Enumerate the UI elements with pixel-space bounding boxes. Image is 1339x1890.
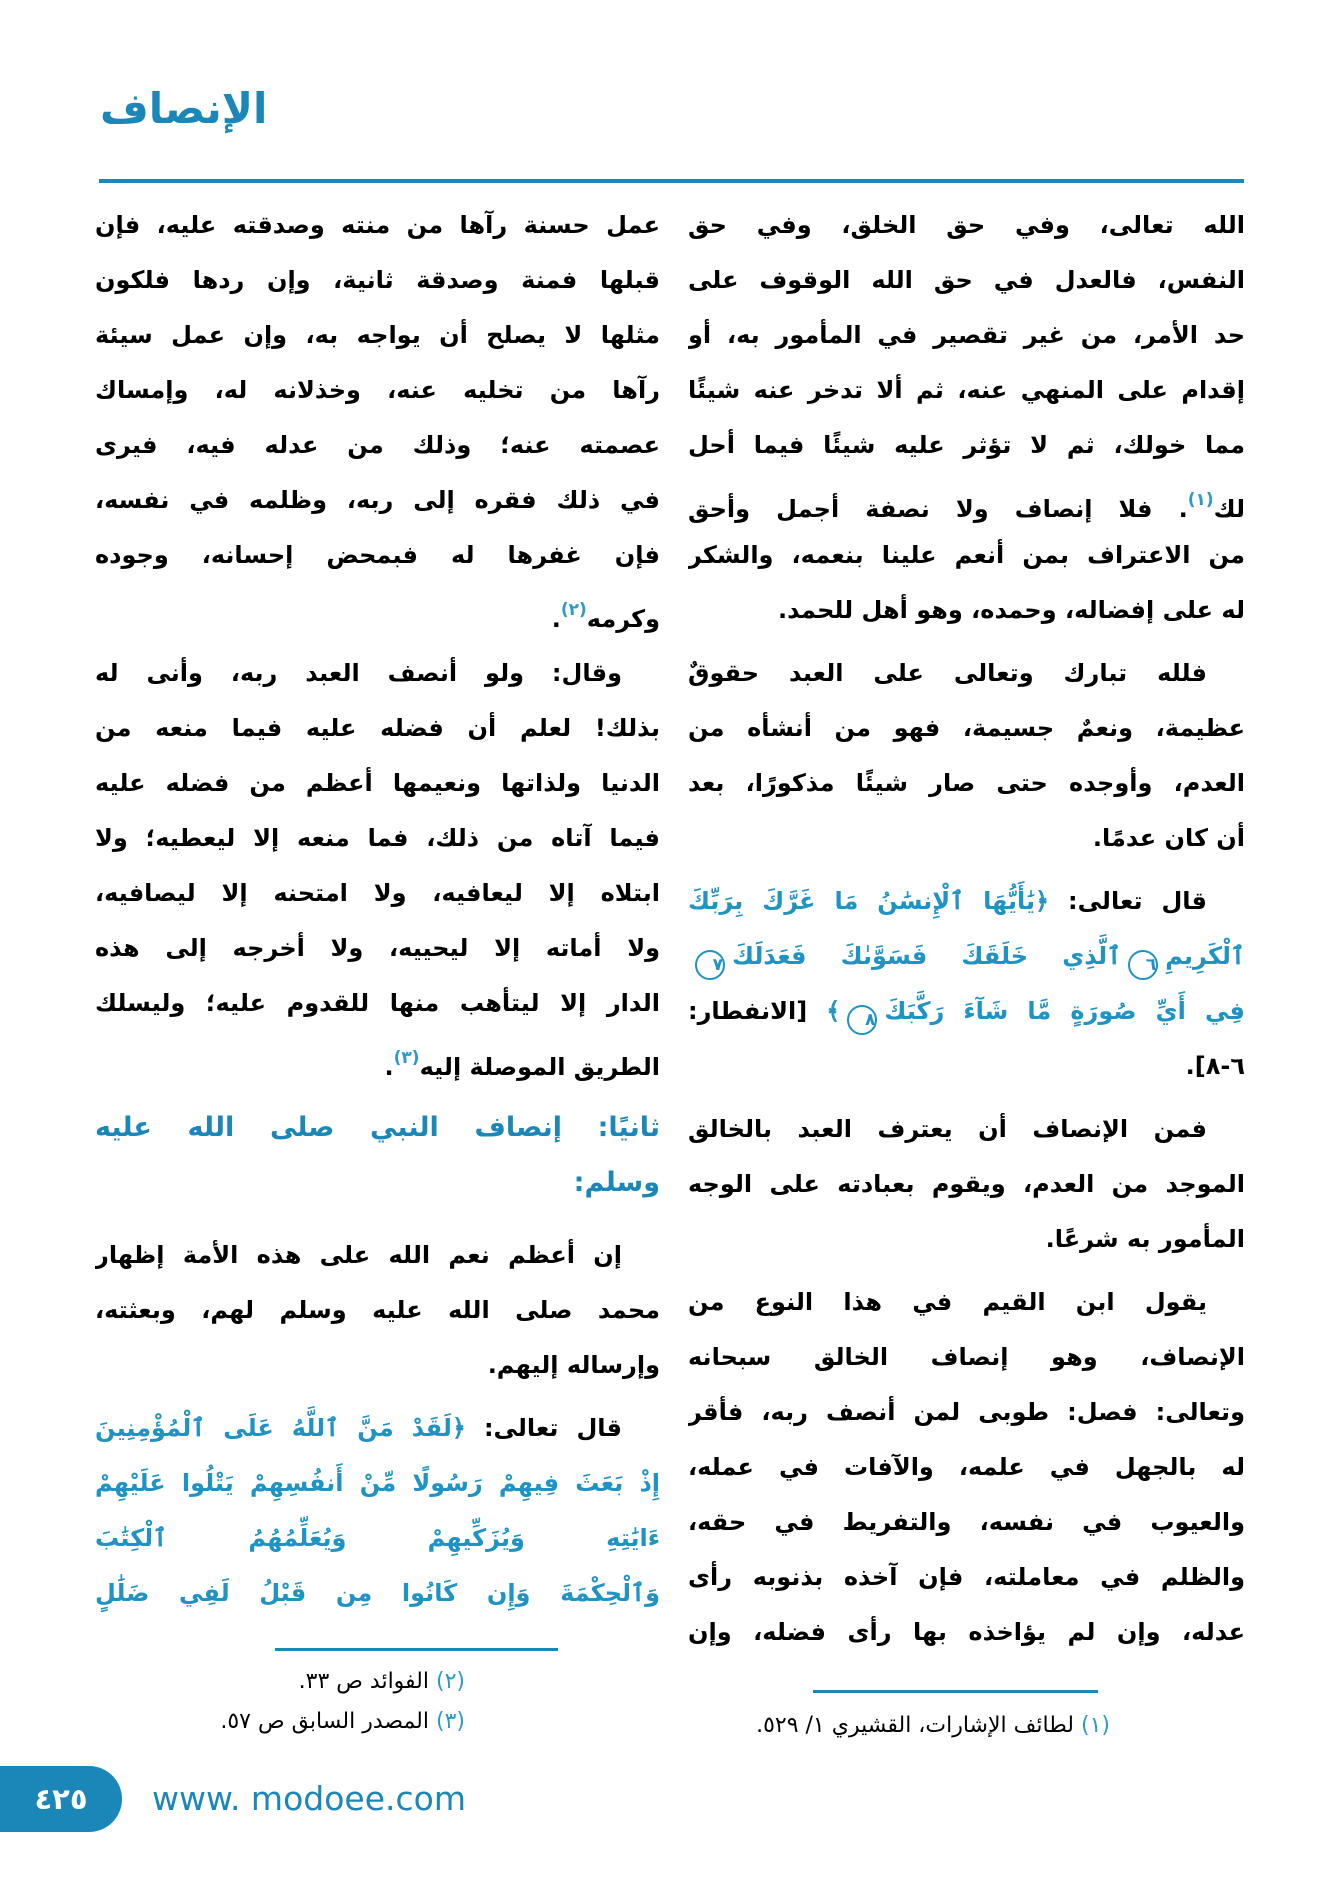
footnotes-left: [220, 1662, 465, 1742]
text-line: [95, 866, 660, 921]
text-line: [688, 1212, 1245, 1267]
footnote-marker: (١): [1080, 1713, 1110, 1738]
text-line: [688, 811, 1245, 866]
text-line: [688, 583, 1245, 638]
block-quran: [688, 874, 1245, 1094]
text-line: [688, 756, 1245, 811]
body-text: وتعالى: فصل: طوبى لمن أنصف ربه، فأقر: [688, 1398, 1245, 1426]
footnote: [220, 1702, 465, 1742]
text-line: [688, 473, 1245, 528]
body-text: محمد صلى الله عليه وسلم لهم، وبعثته،: [95, 1296, 660, 1324]
text-line: [688, 1440, 1245, 1495]
text-line: [688, 929, 1245, 984]
body-text: الله تعالى، وفي حق الخلق، وفي حق: [688, 211, 1245, 239]
ayah-number-badge: ٧: [695, 950, 725, 980]
body-text: من الاعتراف بمن أنعم علينا بنعمه، والشكر: [688, 541, 1245, 569]
quran-verse-text: ﴾: [826, 997, 841, 1025]
text-line: [688, 1330, 1245, 1385]
footnote-marker: (٢): [435, 1669, 465, 1694]
body-text: أن كان عدمًا.: [1092, 824, 1245, 852]
footnote-separator-right: [813, 1690, 1098, 1693]
footnote: [220, 1662, 465, 1702]
block-body: [688, 1102, 1245, 1267]
text-line: [95, 1401, 660, 1456]
body-text: والظلم في معاملته، فإن آخذه بذنوبه رأى: [688, 1563, 1245, 1591]
quran-verse-text: ٱلَّذِي خَلَقَكَ فَسَوَّىٰكَ فَعَدَلَكَ: [732, 942, 1122, 970]
body-text: العدم، وأوجده حتى صار شيئًا مذكورًا، بعد: [688, 769, 1245, 797]
text-line: [688, 1605, 1245, 1660]
body-text: له على إفضاله، وحمده، وهو أهل للحمد.: [778, 596, 1245, 624]
body-text: الإنصاف، وهو إنصاف الخالق سبحانه: [688, 1343, 1245, 1371]
text-line: [688, 308, 1245, 363]
block-body: [95, 198, 660, 638]
body-text: عظيمة، ونعمٌ جسيمة، فهو من أنشأه من: [688, 714, 1245, 742]
page-number-badge: [0, 1766, 122, 1832]
block-body: [95, 646, 660, 1086]
header-divider: [99, 179, 1244, 183]
text-line: [95, 921, 660, 976]
text-line: [688, 874, 1245, 929]
text-line: [95, 1228, 660, 1283]
body-text: الدار إلا ليتأهب منها للقدوم عليه؛ وليسلك: [95, 989, 660, 1017]
text-line: [95, 701, 660, 756]
block-body: [688, 198, 1245, 638]
website-url: www. modoee.com: [152, 1779, 466, 1818]
text-line: [688, 701, 1245, 756]
body-text: رآها من تخليه عنه، وخذلانه له، وإمساك: [95, 376, 660, 404]
text-line: [95, 418, 660, 473]
text-line: [95, 1100, 660, 1155]
page-title: الإنصاف: [100, 84, 268, 133]
text-line: [95, 1511, 660, 1566]
body-text: ابتلاه إلا ليعافيه، ولا امتحنه إلا ليصافيه،: [95, 879, 660, 907]
text-line: [688, 418, 1245, 473]
ayah-number-badge: ٦: [1128, 950, 1158, 980]
text-line: [95, 308, 660, 363]
body-text: بذلك! لعلم أن فضله عليه فيما منعه من: [95, 714, 660, 742]
body-text: حد الأمر، من غير تقصير في المأمور به، أو: [688, 321, 1245, 349]
text-line: [95, 976, 660, 1031]
quran-verse-text: ﴿لَقَدْ مَنَّ ٱللَّهُ عَلَى ٱلْمُؤْمِنِينَ: [95, 1414, 466, 1442]
text-line: [688, 528, 1245, 583]
text-line: [95, 756, 660, 811]
footnote-text: المصدر السابق ص ٥٧.: [220, 1709, 436, 1734]
body-text: [الانفطار:: [688, 997, 827, 1025]
body-text: ولا أماته إلا ليحييه، ولا أخرجه إلى هذه: [95, 934, 660, 962]
text-line: [688, 1102, 1245, 1157]
text-line: [688, 1039, 1245, 1094]
quran-verse-text: ٱلْكَرِيمِ: [1165, 942, 1245, 970]
quran-verse-text: ءَايَٰتِهِ وَيُزَكِّيهِمْ وَيُعَلِّمُهُمُ ٱلْكِتَٰبَ: [95, 1524, 660, 1552]
text-line: [95, 528, 660, 583]
footnote-ref-marker: (١): [1187, 490, 1214, 510]
text-line: [95, 198, 660, 253]
text-line: [688, 1385, 1245, 1440]
text-line: [688, 253, 1245, 308]
section-heading-text: ثانيًا: إنصاف النبي صلى الله عليه: [95, 1112, 660, 1143]
section-heading-text: وسلم:: [573, 1167, 660, 1198]
block-heading: [95, 1100, 660, 1210]
footnote-ref-marker: (٣): [393, 1048, 420, 1068]
body-text: النفس، فالعدل في حق الله الوقوف على: [688, 266, 1245, 294]
text-line: [95, 583, 660, 638]
block-quran: [95, 1401, 660, 1621]
footnote: [756, 1706, 1110, 1746]
body-text: عدله، وإن لم يؤاخذه بها رأى فضله، وإن: [688, 1618, 1245, 1646]
body-text: الموجد من العدم، ويقوم بعبادته على الوجه: [688, 1170, 1245, 1198]
body-text: إقدام على المنهي عنه، ثم ألا تدخر عنه شيئًا: [688, 376, 1245, 404]
text-line: [688, 984, 1245, 1039]
footnotes-right: [756, 1706, 1110, 1746]
body-text: فمن الإنصاف أن يعترف العبد بالخالق: [688, 1115, 1207, 1143]
text-line: [688, 198, 1245, 253]
quran-verse-text: وَٱلْحِكْمَةَ وَإِن كَانُوا مِن قَبْلُ لَفِي ضَلَٰلٍ: [95, 1579, 660, 1607]
text-line: [95, 1338, 660, 1393]
body-text: إن أعظم نعم الله على هذه الأمة إظهار: [95, 1241, 622, 1269]
body-text: فيما آتاه من ذلك، فما منعه إلا ليعطيه؛ ولا: [95, 824, 660, 852]
body-text: فلله تبارك وتعالى على العبد حقوقٌ: [688, 659, 1207, 687]
text-line: [95, 1031, 660, 1086]
body-text: يقول ابن القيم في هذا النوع من: [688, 1288, 1207, 1316]
body-text: فإن غفرها له فبمحض إحسانه، وجوده: [95, 541, 660, 569]
footnote-text: لطائف الإشارات، القشيري ١/ ٥٢٩.: [756, 1713, 1081, 1738]
body-text: الدنيا ولذاتها ونعيمها أعظم من فضله عليه: [95, 769, 660, 797]
quran-verse-text: ﴿يَٰأَيُّهَا ٱلْإِنسَٰنُ مَا غَرَّكَ بِرَبِّكَ: [688, 887, 1050, 915]
quran-verse-text: فِي أَيِّ صُورَةٍ مَّا شَآءَ رَكَّبَكَ: [884, 997, 1245, 1025]
body-text: مثلها لا يصلح أن يواجه به، وإن عمل سيئة: [95, 321, 660, 349]
text-line: [688, 1157, 1245, 1212]
block-body: [95, 1228, 660, 1393]
body-text: المأمور به شرعًا.: [1045, 1225, 1245, 1253]
page-number: ٤٢٥: [34, 1782, 88, 1816]
text-line: [95, 1456, 660, 1511]
text-line: [95, 1283, 660, 1338]
body-text: قال تعالى:: [1049, 887, 1207, 915]
body-text: قبلها فمنة وصدقة ثانية، وإن ردها فلكون: [95, 266, 660, 294]
body-text: . فلا إنصاف ولا نصفة أجمل وأحق: [688, 495, 1188, 523]
body-text: ٦-٨].: [1185, 1052, 1245, 1080]
text-line: [688, 1550, 1245, 1605]
body-text: عصمته عنه؛ وذلك من عدله فيه، فيرى: [95, 431, 660, 459]
text-line: [688, 1275, 1245, 1330]
column-right: [688, 198, 1245, 1660]
text-line: [688, 1495, 1245, 1550]
block-body: [688, 646, 1245, 866]
body-text: وكرمه: [586, 605, 660, 633]
body-text: الطريق الموصلة إليه: [419, 1053, 660, 1081]
body-text: .: [384, 1053, 394, 1081]
footnote-marker: (٣): [435, 1709, 465, 1734]
text-line: [95, 1566, 660, 1621]
text-line: [95, 646, 660, 701]
text-line: [95, 253, 660, 308]
body-text: مما خولك، ثم لا تؤثر عليه شيئًا فيما أحل: [688, 431, 1245, 459]
text-line: [95, 363, 660, 418]
column-left: [95, 198, 660, 1621]
body-text: والعيوب في نفسه، والتفريط في حقه،: [688, 1508, 1245, 1536]
text-line: [95, 1155, 660, 1210]
block-body: [688, 1275, 1245, 1660]
body-text: .: [551, 605, 561, 633]
text-line: [688, 363, 1245, 418]
footnote-separator-left: [275, 1648, 558, 1651]
body-text: عمل حسنة رآها من منته وصدقته عليه، فإن: [95, 211, 660, 239]
ayah-number-badge: ٨: [847, 1005, 877, 1035]
body-text: له بالجهل في علمه، والآفات في عمله،: [688, 1453, 1245, 1481]
body-text: وإرساله إليهم.: [487, 1351, 660, 1379]
quran-verse-text: إِذْ بَعَثَ فِيهِمْ رَسُولًا مِّنْ أَنفُسِهِمْ يَتْلُوا عَلَيْهِمْ: [95, 1469, 660, 1497]
text-line: [95, 811, 660, 866]
footnote-text: الفوائد ص ٣٣.: [298, 1669, 436, 1694]
text-line: [95, 473, 660, 528]
text-line: [688, 646, 1245, 701]
body-text: لك: [1213, 495, 1245, 523]
footnote-ref-marker: (٢): [560, 600, 587, 620]
body-text: في ذلك فقره إلى ربه، وظلمه في نفسه،: [95, 486, 660, 514]
body-text: وقال: ولو أنصف العبد ربه، وأنى له: [95, 659, 622, 687]
body-text: قال تعالى:: [465, 1414, 622, 1442]
